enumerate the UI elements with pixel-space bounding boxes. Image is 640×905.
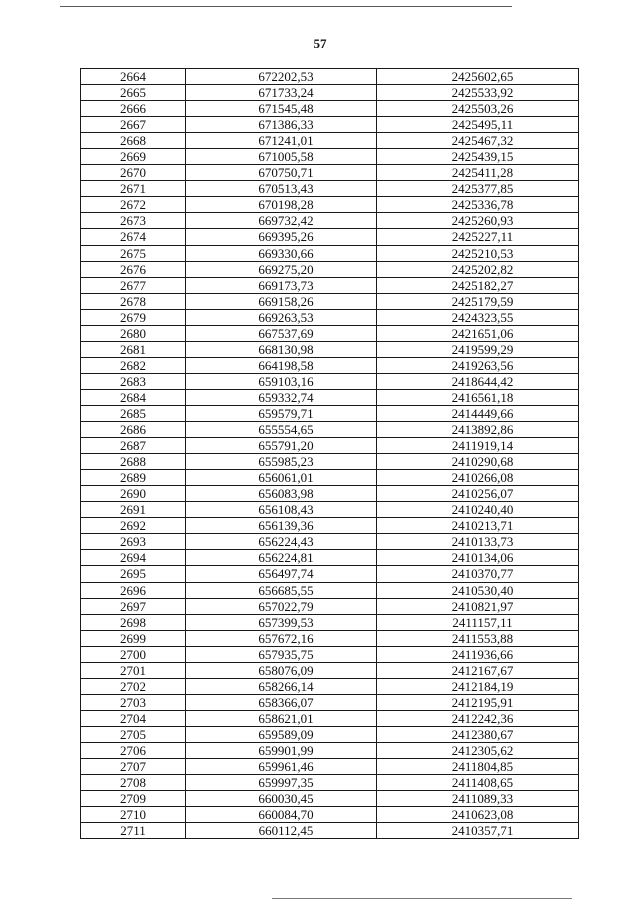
point-number-cell: 2695 xyxy=(81,566,186,582)
x-coordinate-cell: 669330,66 xyxy=(186,245,377,261)
table-row xyxy=(81,518,579,534)
y-coordinate-cell: 2411157,11 xyxy=(377,614,579,630)
y-coordinate-cell: 2425467,32 xyxy=(377,133,579,149)
table-row xyxy=(81,791,579,807)
table-row xyxy=(81,630,579,646)
x-coordinate-cell: 656497,74 xyxy=(186,566,377,582)
table-row xyxy=(81,261,579,277)
point-number-cell: 2711 xyxy=(81,823,186,839)
table-row xyxy=(81,181,579,197)
point-number-cell: 2708 xyxy=(81,775,186,791)
table-row xyxy=(81,726,579,742)
coordinates-table xyxy=(80,68,579,839)
y-coordinate-cell: 2412167,67 xyxy=(377,662,579,678)
point-number-cell: 2700 xyxy=(81,646,186,662)
table-row xyxy=(81,598,579,614)
table-row xyxy=(81,775,579,791)
y-coordinate-cell: 2410213,71 xyxy=(377,518,579,534)
point-number-cell: 2682 xyxy=(81,357,186,373)
y-coordinate-cell: 2413892,86 xyxy=(377,422,579,438)
y-coordinate-cell: 2425182,27 xyxy=(377,277,579,293)
table-row xyxy=(81,486,579,502)
table-row xyxy=(81,694,579,710)
y-coordinate-cell: 2421651,06 xyxy=(377,325,579,341)
x-coordinate-cell: 670198,28 xyxy=(186,197,377,213)
table-row xyxy=(81,85,579,101)
x-coordinate-cell: 657935,75 xyxy=(186,646,377,662)
y-coordinate-cell: 2410623,08 xyxy=(377,807,579,823)
point-number-cell: 2666 xyxy=(81,101,186,117)
point-number-cell: 2709 xyxy=(81,791,186,807)
x-coordinate-cell: 659901,99 xyxy=(186,742,377,758)
point-number-cell: 2704 xyxy=(81,710,186,726)
x-coordinate-cell: 668130,98 xyxy=(186,341,377,357)
table-row xyxy=(81,678,579,694)
table-row xyxy=(81,325,579,341)
point-number-cell: 2692 xyxy=(81,518,186,534)
table-row xyxy=(81,422,579,438)
point-number-cell: 2671 xyxy=(81,181,186,197)
x-coordinate-cell: 657399,53 xyxy=(186,614,377,630)
x-coordinate-cell: 659589,09 xyxy=(186,726,377,742)
table-row xyxy=(81,277,579,293)
y-coordinate-cell: 2418644,42 xyxy=(377,373,579,389)
table-row xyxy=(81,550,579,566)
y-coordinate-cell: 2411553,88 xyxy=(377,630,579,646)
x-coordinate-cell: 671733,24 xyxy=(186,85,377,101)
point-number-cell: 2694 xyxy=(81,550,186,566)
point-number-cell: 2679 xyxy=(81,309,186,325)
y-coordinate-cell: 2412184,19 xyxy=(377,678,579,694)
y-coordinate-cell: 2425411,28 xyxy=(377,165,579,181)
point-number-cell: 2664 xyxy=(81,69,186,85)
y-coordinate-cell: 2410370,77 xyxy=(377,566,579,582)
table-row xyxy=(81,197,579,213)
point-number-cell: 2703 xyxy=(81,694,186,710)
point-number-cell: 2691 xyxy=(81,502,186,518)
point-number-cell: 2699 xyxy=(81,630,186,646)
y-coordinate-cell: 2424323,55 xyxy=(377,309,579,325)
y-coordinate-cell: 2411408,65 xyxy=(377,775,579,791)
point-number-cell: 2674 xyxy=(81,229,186,245)
x-coordinate-cell: 670750,71 xyxy=(186,165,377,181)
x-coordinate-cell: 655985,23 xyxy=(186,454,377,470)
page-number: 57 xyxy=(313,36,327,51)
y-coordinate-cell: 2412242,36 xyxy=(377,710,579,726)
table-row xyxy=(81,454,579,470)
x-coordinate-cell: 658366,07 xyxy=(186,694,377,710)
x-coordinate-cell: 660030,45 xyxy=(186,791,377,807)
table-row xyxy=(81,823,579,839)
x-coordinate-cell: 656685,55 xyxy=(186,582,377,598)
y-coordinate-cell: 2411804,85 xyxy=(377,759,579,775)
x-coordinate-cell: 659997,35 xyxy=(186,775,377,791)
table-row xyxy=(81,213,579,229)
y-coordinate-cell: 2410256,07 xyxy=(377,486,579,502)
y-coordinate-cell: 2410133,73 xyxy=(377,534,579,550)
point-number-cell: 2680 xyxy=(81,325,186,341)
table-row xyxy=(81,710,579,726)
y-coordinate-cell: 2425602,65 xyxy=(377,69,579,85)
y-coordinate-cell: 2410240,40 xyxy=(377,502,579,518)
point-number-cell: 2672 xyxy=(81,197,186,213)
point-number-cell: 2684 xyxy=(81,389,186,405)
x-coordinate-cell: 659103,16 xyxy=(186,373,377,389)
x-coordinate-cell: 671241,01 xyxy=(186,133,377,149)
table-row xyxy=(81,69,579,85)
point-number-cell: 2686 xyxy=(81,422,186,438)
table-row xyxy=(81,357,579,373)
x-coordinate-cell: 660084,70 xyxy=(186,807,377,823)
x-coordinate-cell: 672202,53 xyxy=(186,69,377,85)
x-coordinate-cell: 656224,43 xyxy=(186,534,377,550)
y-coordinate-cell: 2411089,33 xyxy=(377,791,579,807)
y-coordinate-cell: 2412305,62 xyxy=(377,742,579,758)
table-row xyxy=(81,101,579,117)
table-row xyxy=(81,646,579,662)
point-number-cell: 2677 xyxy=(81,277,186,293)
point-number-cell: 2696 xyxy=(81,582,186,598)
table-row xyxy=(81,341,579,357)
point-number-cell: 2707 xyxy=(81,759,186,775)
point-number-cell: 2675 xyxy=(81,245,186,261)
coordinates-table-body xyxy=(81,69,579,839)
y-coordinate-cell: 2425179,59 xyxy=(377,293,579,309)
x-coordinate-cell: 664198,58 xyxy=(186,357,377,373)
table-row xyxy=(81,373,579,389)
y-coordinate-cell: 2410530,40 xyxy=(377,582,579,598)
y-coordinate-cell: 2425227,11 xyxy=(377,229,579,245)
table-row xyxy=(81,229,579,245)
table-row xyxy=(81,245,579,261)
y-coordinate-cell: 2425533,92 xyxy=(377,85,579,101)
table-row xyxy=(81,502,579,518)
table-row xyxy=(81,117,579,133)
x-coordinate-cell: 667537,69 xyxy=(186,325,377,341)
x-coordinate-cell: 657672,16 xyxy=(186,630,377,646)
x-coordinate-cell: 659961,46 xyxy=(186,759,377,775)
point-number-cell: 2670 xyxy=(81,165,186,181)
y-coordinate-cell: 2412195,91 xyxy=(377,694,579,710)
y-coordinate-cell: 2416561,18 xyxy=(377,389,579,405)
y-coordinate-cell: 2425439,15 xyxy=(377,149,579,165)
x-coordinate-cell: 671386,33 xyxy=(186,117,377,133)
point-number-cell: 2665 xyxy=(81,85,186,101)
table-row xyxy=(81,470,579,486)
y-coordinate-cell: 2419599,29 xyxy=(377,341,579,357)
point-number-cell: 2697 xyxy=(81,598,186,614)
x-coordinate-cell: 658076,09 xyxy=(186,662,377,678)
table-row xyxy=(81,405,579,421)
point-number-cell: 2693 xyxy=(81,534,186,550)
x-coordinate-cell: 669732,42 xyxy=(186,213,377,229)
x-coordinate-cell: 660112,45 xyxy=(186,823,377,839)
y-coordinate-cell: 2425377,85 xyxy=(377,181,579,197)
y-coordinate-cell: 2425495,11 xyxy=(377,117,579,133)
table-row xyxy=(81,165,579,181)
point-number-cell: 2683 xyxy=(81,373,186,389)
point-number-cell: 2690 xyxy=(81,486,186,502)
point-number-cell: 2689 xyxy=(81,470,186,486)
x-coordinate-cell: 657022,79 xyxy=(186,598,377,614)
y-coordinate-cell: 2410357,71 xyxy=(377,823,579,839)
point-number-cell: 2667 xyxy=(81,117,186,133)
point-number-cell: 2685 xyxy=(81,405,186,421)
y-coordinate-cell: 2425336,78 xyxy=(377,197,579,213)
y-coordinate-cell: 2414449,66 xyxy=(377,405,579,421)
y-coordinate-cell: 2410134,06 xyxy=(377,550,579,566)
y-coordinate-cell: 2425260,93 xyxy=(377,213,579,229)
x-coordinate-cell: 656108,43 xyxy=(186,502,377,518)
x-coordinate-cell: 656061,01 xyxy=(186,470,377,486)
table-row xyxy=(81,389,579,405)
x-coordinate-cell: 656224,81 xyxy=(186,550,377,566)
table-row xyxy=(81,293,579,309)
point-number-cell: 2673 xyxy=(81,213,186,229)
x-coordinate-cell: 658266,14 xyxy=(186,678,377,694)
y-coordinate-cell: 2419263,56 xyxy=(377,357,579,373)
point-number-cell: 2678 xyxy=(81,293,186,309)
point-number-cell: 2669 xyxy=(81,149,186,165)
x-coordinate-cell: 655554,65 xyxy=(186,422,377,438)
table-row xyxy=(81,309,579,325)
point-number-cell: 2710 xyxy=(81,807,186,823)
x-coordinate-cell: 669275,20 xyxy=(186,261,377,277)
table-row xyxy=(81,566,579,582)
y-coordinate-cell: 2410290,68 xyxy=(377,454,579,470)
table-row xyxy=(81,759,579,775)
point-number-cell: 2688 xyxy=(81,454,186,470)
x-coordinate-cell: 671545,48 xyxy=(186,101,377,117)
point-number-cell: 2702 xyxy=(81,678,186,694)
point-number-cell: 2705 xyxy=(81,726,186,742)
x-coordinate-cell: 655791,20 xyxy=(186,438,377,454)
y-coordinate-cell: 2410821,97 xyxy=(377,598,579,614)
x-coordinate-cell: 656083,98 xyxy=(186,486,377,502)
point-number-cell: 2701 xyxy=(81,662,186,678)
x-coordinate-cell: 671005,58 xyxy=(186,149,377,165)
x-coordinate-cell: 658621,01 xyxy=(186,710,377,726)
y-coordinate-cell: 2411936,66 xyxy=(377,646,579,662)
x-coordinate-cell: 670513,43 xyxy=(186,181,377,197)
y-coordinate-cell: 2425210,53 xyxy=(377,245,579,261)
scan-edge-line-bottom xyxy=(272,898,572,899)
point-number-cell: 2687 xyxy=(81,438,186,454)
y-coordinate-cell: 2410266,08 xyxy=(377,470,579,486)
table-row xyxy=(81,807,579,823)
point-number-cell: 2698 xyxy=(81,614,186,630)
y-coordinate-cell: 2425202,82 xyxy=(377,261,579,277)
x-coordinate-cell: 669395,26 xyxy=(186,229,377,245)
point-number-cell: 2668 xyxy=(81,133,186,149)
x-coordinate-cell: 656139,36 xyxy=(186,518,377,534)
table-row xyxy=(81,133,579,149)
y-coordinate-cell: 2412380,67 xyxy=(377,726,579,742)
x-coordinate-cell: 659579,71 xyxy=(186,405,377,421)
y-coordinate-cell: 2425503,26 xyxy=(377,101,579,117)
x-coordinate-cell: 669173,73 xyxy=(186,277,377,293)
y-coordinate-cell: 2411919,14 xyxy=(377,438,579,454)
point-number-cell: 2681 xyxy=(81,341,186,357)
x-coordinate-cell: 669158,26 xyxy=(186,293,377,309)
table-row xyxy=(81,662,579,678)
table-row xyxy=(81,582,579,598)
x-coordinate-cell: 669263,53 xyxy=(186,309,377,325)
table-row xyxy=(81,438,579,454)
table-row xyxy=(81,742,579,758)
point-number-cell: 2676 xyxy=(81,261,186,277)
x-coordinate-cell: 659332,74 xyxy=(186,389,377,405)
table-row xyxy=(81,149,579,165)
point-number-cell: 2706 xyxy=(81,742,186,758)
table-row xyxy=(81,534,579,550)
scan-edge-line-top xyxy=(60,6,512,7)
table-row xyxy=(81,614,579,630)
